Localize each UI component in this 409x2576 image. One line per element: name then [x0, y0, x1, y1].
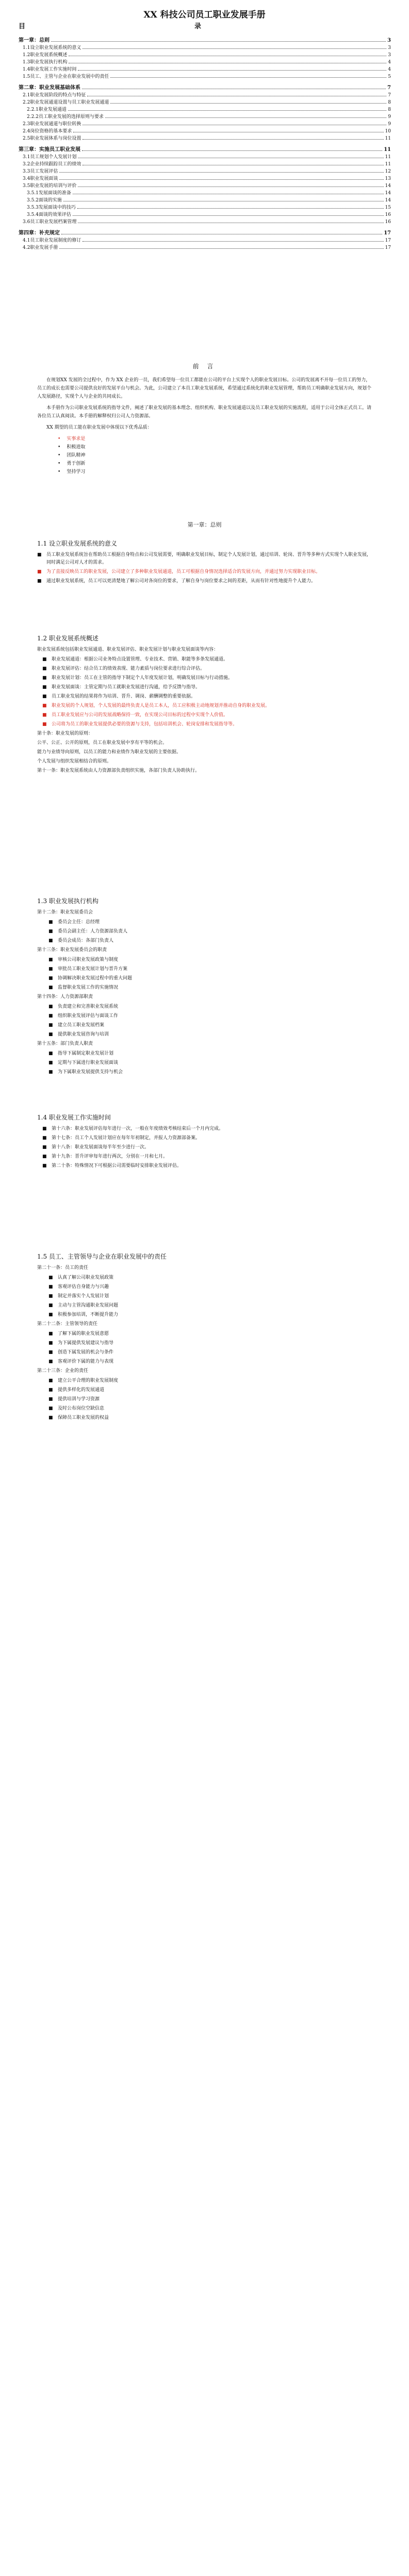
- bullet-text: 主动与主管沟通职业发展问题: [58, 1303, 119, 1308]
- toc-entry-page: 11: [384, 147, 391, 152]
- bullet-item: [37, 1274, 372, 1282]
- toc-entry-page: 16: [385, 212, 391, 217]
- bullet-text: 协调解决职业发展过程中的重大问题: [58, 976, 133, 981]
- clause-text: 能力与业绩导向原则，以员工的能力和业绩作为职业发展的主要依据。: [37, 750, 182, 755]
- toc-entry-title: 第三章：实施员工职业发展: [19, 147, 80, 152]
- bullet-item: [37, 1358, 372, 1366]
- toc-entry-title: 4.2职业发展手册: [23, 245, 58, 250]
- toc-entry-title: 2.4岗位资格的基本要求: [23, 129, 72, 134]
- bullet-item: [37, 1396, 372, 1403]
- bullet-text: 积极参加培训，不断提升能力: [58, 1312, 119, 1317]
- bullet-marker: ■: [48, 1275, 53, 1280]
- toc-entry-title: 2.2.2员工职业发展的选择原则与要求: [27, 114, 104, 120]
- bullet-text: 建立员工职业发展档案: [58, 1023, 105, 1028]
- toc-entry[interactable]: [19, 141, 391, 152]
- bullet-marker: ■: [37, 579, 42, 584]
- toc-leader: [78, 70, 386, 71]
- bullet-item: [37, 1153, 372, 1161]
- trait-item: • 实事求是: [58, 435, 372, 443]
- bullet-marker: ■: [48, 976, 53, 981]
- section-body: [37, 646, 372, 776]
- bullet-marker: ■: [48, 1359, 53, 1364]
- bullet-item: [37, 1405, 372, 1413]
- toc-leader: [83, 241, 383, 242]
- clause-text: 公平、公正、公开的原则，员工在职业发展中享有平等的机会。: [37, 740, 168, 745]
- section-title: 1.4 职业发展工作实施时间: [37, 1114, 111, 1121]
- bullet-marker: ■: [48, 957, 53, 962]
- section-body: [37, 1264, 372, 1423]
- toc-entry[interactable]: [19, 236, 391, 243]
- toc-entry[interactable]: [19, 91, 391, 98]
- toc-entry-title: 3.5.4面谈的效果评估: [27, 212, 71, 217]
- toc-entry-title: 2.2.1职业发展通道: [27, 107, 67, 112]
- toc-leader: [77, 208, 384, 209]
- bullet-marker: ■: [37, 552, 42, 557]
- toc-entry-page: 9: [388, 114, 391, 120]
- toc-entry-page: 17: [385, 238, 391, 243]
- toc-entry-title: 第二章：职业发展基础体系: [19, 85, 80, 91]
- toc-entry-page: 16: [385, 219, 391, 225]
- bullet-text: 公司将为员工的职业发展提供必要的资源与支持，包括培训机会、轮岗安排和发展指导等。: [52, 722, 238, 727]
- bullet-marker: ■: [48, 1004, 53, 1009]
- toc-entry-page: 3: [388, 53, 391, 58]
- bullet-marker: ■: [42, 685, 47, 690]
- toc-entry-title: 3.1员工规划个人发展计划: [23, 155, 77, 160]
- bullet-item: [37, 1377, 372, 1385]
- toc-entry[interactable]: [19, 112, 391, 120]
- bullet-item: [37, 965, 372, 973]
- chapter-title: 第一章：总则: [187, 521, 222, 528]
- toc-entry-page: 11: [385, 162, 391, 167]
- toc-entry-title: 3.5.1发展面谈的准备: [27, 191, 71, 196]
- toc-entry-title: 1.3职业发展执行机构: [23, 60, 68, 65]
- toc-entry-title: 3.6员工职业发展档案管理: [23, 219, 77, 225]
- toc-entry-title: 2.5职业发展体系与岗位设置: [23, 136, 81, 141]
- bullet-marker: ■: [48, 1303, 53, 1308]
- toc-entry-page: 8: [388, 107, 391, 112]
- bullet-marker: ■: [42, 1163, 47, 1168]
- toc-entry[interactable]: [19, 189, 391, 196]
- section-title: 1.2 职业发展系统概述: [37, 635, 99, 642]
- toc-entry[interactable]: [19, 152, 391, 160]
- toc-entry-title: 1.1设立职业发展系统的意义: [23, 45, 81, 50]
- bullet-marker: ■: [48, 1331, 53, 1336]
- toc-entry-page: 17: [385, 245, 391, 250]
- toc-entry[interactable]: [19, 210, 391, 217]
- toc-entry[interactable]: [19, 32, 391, 43]
- bullet-text: 职业发展的个人规划，个人发展的最终负责人是员工本人，员工应积极主动地规划并推动自身的职业发展。: [52, 703, 270, 708]
- toc-entry-title: 1.4职业发展工作实施时间: [23, 67, 77, 72]
- toc-entry-page: 5: [388, 74, 391, 79]
- toc-entry-page: 4: [388, 67, 391, 72]
- bullet-text: 委员会主任：总经理: [58, 920, 100, 925]
- bullet-text: 第十六条：职业发展评估每年进行一次，一般在年度绩效考核结束后一个月内完成。: [52, 1126, 224, 1131]
- toc-entry[interactable]: [19, 167, 391, 174]
- bullet-text: 员工职业发展系统旨在帮助员工根据自身特点和公司发展需要，明确职业发展目标，制定个人发展计划，通过培训、轮岗、晋升等多种方式实现个人职业发展，同时满足公司对人才的需求。: [46, 552, 372, 565]
- bullet-text: 员工职业发展应与公司的发展战略保持一致，在实现公司目标的过程中实现个人价值。: [52, 713, 228, 718]
- toc-entry-page: 15: [385, 205, 391, 210]
- toc-entry-page: 8: [388, 100, 391, 105]
- clause-heading: 第十五条：部门负责人职责: [37, 1041, 93, 1046]
- bullet-marker: ■: [42, 1136, 47, 1141]
- toc-entry-page: 14: [385, 191, 391, 196]
- bullet-item: [37, 711, 372, 719]
- bullet-item: [37, 693, 372, 701]
- toc-entry-title: 2.2职业发展通道设置与员工职业发展通道: [23, 100, 109, 105]
- toc-entry[interactable]: [19, 98, 391, 105]
- clause-item: [37, 758, 372, 766]
- section-body: [37, 551, 372, 587]
- bullet-text: 认真了解公司职业发展政策: [58, 1275, 114, 1280]
- clause-text: 职业发展的原则：: [56, 731, 93, 736]
- bullet-text: 了解下属的职业发展意愿: [58, 1331, 109, 1336]
- bullet-text: 职业发展通道：根据公司业务特点设置管理、专业技术、营销、职能等多条发展通道。: [52, 657, 228, 662]
- toc-entry-page: 14: [385, 198, 391, 203]
- toc-entry-page: 14: [385, 183, 391, 189]
- bullet-item: [37, 1125, 372, 1133]
- toc-entry-page: 17: [384, 230, 391, 236]
- toc-entry[interactable]: [19, 217, 391, 225]
- bullet-item: [37, 956, 372, 964]
- bullet-item: [37, 1162, 372, 1170]
- bullet-marker: ■: [48, 1284, 53, 1290]
- bullet-item: [37, 665, 372, 673]
- toc-entry[interactable]: [19, 120, 391, 127]
- bullet-marker: ■: [48, 1060, 53, 1065]
- toc-heading: [19, 21, 205, 30]
- toc-leader: [59, 179, 383, 180]
- bullet-item: [37, 702, 372, 710]
- clause-item: [37, 749, 372, 756]
- bullet-marker: ■: [37, 569, 42, 574]
- bullet-text: 建立公平合理的职业发展制度: [58, 1378, 119, 1383]
- toc-entry[interactable]: [19, 196, 391, 203]
- bullet-text: 第二十条：特殊情况下可根据公司需要临时安排职业发展评估。: [52, 1163, 182, 1168]
- bullet-marker: ■: [48, 1378, 53, 1383]
- trait-item: • 坚持学习: [58, 468, 372, 476]
- preface-para: 本手册作为公司职业发展系统的指导文件，阐述了职业发展的基本理念、组织机构、职业发展通道以及员工职业发展的实施流程，适用于公司全体正式员工。请各位员工认真阅读。本手册的解释权归公司人力资源部。: [37, 405, 372, 419]
- section-body: [37, 909, 372, 1078]
- clause-heading: 第十三条：职业发展委员会的职责: [37, 947, 107, 953]
- bullet-marker: ■: [48, 1312, 53, 1317]
- table-of-contents: [19, 32, 391, 250]
- toc-entry[interactable]: [19, 58, 391, 65]
- bullet-marker: ■: [48, 1070, 53, 1075]
- bullet-item: [37, 721, 372, 728]
- bullet-text: 负责建立和完善职业发展系统: [58, 1004, 119, 1009]
- toc-entry-title: 4.1员工职业发展制度的修订: [23, 238, 81, 243]
- toc-entry-title: 1.5员工、主管与企业在职业发展中的责任: [23, 74, 109, 79]
- toc-heading-right: 录: [194, 23, 206, 30]
- bullet-text: 审批员工职业发展计划与晋升方案: [58, 967, 128, 972]
- bullet-marker: ■: [48, 1387, 53, 1393]
- bullet-marker: ■: [48, 1051, 53, 1056]
- preface-para: 在规划XX 发展的全过程中，作为 XX 企业的一员，我们希望每一位员工都能在公司的平台上实现个人的职业发展目标。公司的发展离不开每一位员工的努力，员工的成长也需要公司提供良好的发展平台与机会。为此，公司建立了本员工职业发展系统，希望通过系统化的职业发展管理，帮助员工明确职业发展方向，规划个人发展路径，实现个人与企业的共同成长。: [37, 378, 372, 399]
- toc-entry[interactable]: [19, 160, 391, 167]
- bullet-text: 第十八条：职业发展面谈每半年至少进行一次。: [52, 1145, 150, 1150]
- bullet-text: 监督职业发展工作的实施情况: [58, 985, 119, 990]
- bullet-item: [37, 1330, 372, 1338]
- toc-entry[interactable]: [19, 79, 391, 91]
- clause-item: [37, 767, 372, 775]
- clause-heading: 第十二条：职业发展委员会: [37, 910, 93, 915]
- bullet-item: [37, 568, 372, 576]
- bullet-text: 第十九条：晋升评审每年进行两次，分别在一月和七月。: [52, 1154, 168, 1159]
- bullet-item: [37, 1003, 372, 1011]
- toc-entry-page: 7: [387, 85, 391, 91]
- bullet-item: [37, 1293, 372, 1300]
- bullet-marker: ■: [48, 1032, 53, 1037]
- toc-entry[interactable]: [19, 243, 391, 250]
- bullet-text: 通过职业发展系统，员工可以更清楚地了解公司对各岗位的要求，了解自身与岗位要求之间的差距，从而有针对性地提升个人能力。: [46, 579, 316, 584]
- toc-entry[interactable]: [19, 127, 391, 134]
- toc-entry[interactable]: [19, 225, 391, 236]
- bullet-text: 及时公布岗位空缺信息: [58, 1406, 105, 1411]
- toc-heading-left: 目: [19, 23, 30, 30]
- bullet-marker: ■: [48, 1013, 53, 1019]
- bullet-marker: ■: [42, 694, 47, 699]
- toc-entry-page: 4: [388, 60, 391, 65]
- bullet-item: [37, 1031, 372, 1039]
- bullet-marker: ■: [48, 920, 53, 925]
- bullet-text: 为下属提供发展建议与指导: [58, 1341, 114, 1346]
- trait-item: • 团队精神: [58, 451, 372, 460]
- clause-text: 职业发展系统由人力资源部负责组织实施，各部门负责人协助执行。: [60, 768, 200, 773]
- toc-entry[interactable]: [19, 134, 391, 141]
- trait-list: [58, 435, 372, 476]
- toc-entry-title: 3.3员工发展评估: [23, 169, 58, 174]
- bullet-marker: ■: [48, 1415, 53, 1420]
- preface-para: XX 期望的员工能在职业发展中体现以下优秀品质：: [46, 425, 152, 430]
- bullet-marker: ■: [48, 1294, 53, 1299]
- toc-entry[interactable]: [19, 105, 391, 112]
- bullet-text: 提供多样化的发展通道: [58, 1387, 105, 1393]
- toc-leader: [68, 110, 386, 111]
- toc-entry-title: 第四章：补充规定: [19, 230, 60, 236]
- bullet-item: [37, 1022, 372, 1029]
- clause-heading: 第二十二条：主管领导的责任: [37, 1321, 98, 1327]
- toc-entry[interactable]: [19, 181, 391, 189]
- toc-entry-page: 11: [385, 155, 391, 160]
- toc-entry-page: 10: [385, 129, 391, 134]
- bullet-text: 客观评估自身能力与兴趣: [58, 1284, 109, 1290]
- toc-leader: [110, 77, 386, 78]
- clause-heading: 第二十一条：员工的责任: [37, 1265, 89, 1270]
- toc-entry-page: 13: [385, 176, 391, 181]
- bullet-text: 员工职业发展的结果将作为培训、晋升、调岗、薪酬调整的重要依据。: [52, 694, 196, 699]
- toc-entry-title: 3.4职业发展面谈: [23, 176, 58, 181]
- section-intro: 职业发展系统包括职业发展通道、职业发展评估、职业发展计划与职业发展面谈等内容：: [37, 647, 219, 652]
- bullet-item: [37, 551, 372, 567]
- bullet-text: 职业发展面谈：主管定期与员工就职业发展进行沟通，给予反馈与指导。: [52, 685, 201, 690]
- toc-entry-title: 1.2职业发展系统概述: [23, 53, 68, 58]
- bullet-text: 客观评价下属的能力与表现: [58, 1359, 114, 1364]
- bullet-item: [37, 1050, 372, 1058]
- toc-leader: [110, 103, 386, 104]
- bullet-text: 职业发展评估：结合员工的绩效表现、能力素质与岗位要求进行综合评估。: [52, 666, 205, 671]
- bullet-item: [37, 1340, 372, 1347]
- bullet-marker: ■: [48, 985, 53, 990]
- toc-entry-title: 3.2企业持续跟踪员工的绩效: [23, 162, 81, 167]
- bullet-text: 定期与下属进行职业发展面谈: [58, 1060, 119, 1065]
- preface-title: 前 言: [192, 363, 217, 370]
- bullet-item: [37, 1283, 372, 1291]
- preface: [37, 376, 372, 476]
- bullet-marker: ■: [48, 1397, 53, 1402]
- toc-leader: [59, 248, 383, 249]
- section-title: 1.1 设立职业发展系统的意义: [37, 540, 117, 547]
- toc-entry-page: 9: [388, 122, 391, 127]
- bullet-item: [37, 937, 372, 945]
- bullet-item: [37, 656, 372, 664]
- bullet-item: [37, 684, 372, 691]
- toc-entry-title: 2.3职业发展通道与职位转换: [23, 122, 81, 127]
- bullet-item: [37, 1069, 372, 1076]
- bullet-item: [37, 1134, 372, 1142]
- toc-entry-title: 3.5.3发展面谈中的技巧: [27, 205, 76, 210]
- toc-entry-page: 12: [385, 169, 391, 174]
- bullet-item: [37, 578, 372, 585]
- bullet-text: 审核公司职业发展政策与制度: [58, 957, 119, 962]
- toc-leader: [105, 117, 386, 118]
- bullet-marker: ■: [48, 1023, 53, 1028]
- bullet-item: [37, 1311, 372, 1319]
- bullet-marker: ■: [48, 929, 53, 934]
- bullet-marker: ■: [42, 722, 47, 727]
- bullet-marker: ■: [48, 1350, 53, 1355]
- bullet-marker: ■: [42, 1145, 47, 1150]
- bullet-marker: ■: [48, 1406, 53, 1411]
- clause-text: 个人发展与组织发展相结合的原则。: [37, 759, 112, 764]
- bullet-text: 制定并落实个人发展计划: [58, 1294, 109, 1299]
- bullet-item: [37, 1302, 372, 1310]
- toc-entry-page: 3: [388, 45, 391, 50]
- clause-item: [37, 730, 372, 738]
- bullet-text: 第十七条：员工个人发展计划应在每年年初制定，并报人力资源部备案。: [52, 1136, 201, 1141]
- bullet-item: [37, 1059, 372, 1067]
- bullet-marker: ■: [48, 1341, 53, 1346]
- bullet-marker: ■: [48, 938, 53, 943]
- clause-label: 第十条：: [37, 731, 56, 736]
- bullet-text: 职业发展计划：员工在主管的指导下制定个人年度发展计划，明确发展目标与行动措施。: [52, 675, 233, 681]
- bullet-marker: ■: [42, 657, 47, 662]
- bullet-item: [37, 1414, 372, 1422]
- bullet-text: 为下属职业发展提供支持与机会: [58, 1070, 123, 1075]
- toc-entry[interactable]: [19, 174, 391, 181]
- toc-entry-title: 3.5职业发展的培训与评价: [23, 183, 77, 189]
- bullet-item: [37, 984, 372, 992]
- toc-leader: [83, 139, 383, 140]
- bullet-marker: ■: [42, 1154, 47, 1159]
- toc-entry-title: 2.1职业发展阶段的特点与特征: [23, 93, 86, 98]
- bullet-text: 委员会副主任：人力资源部负责人: [58, 929, 128, 934]
- toc-leader: [59, 172, 383, 173]
- section-title: 1.3 职业发展执行机构: [37, 897, 99, 905]
- bullet-item: [37, 674, 372, 682]
- bullet-marker: ■: [42, 666, 47, 671]
- bullet-marker: ■: [48, 967, 53, 972]
- toc-entry[interactable]: [19, 50, 391, 58]
- toc-entry-page: 7: [388, 93, 391, 98]
- section-body: [37, 1125, 372, 1172]
- document-title: XX 科技公司员工职业发展手册: [143, 10, 266, 20]
- toc-entry-title: 3.5.2面谈的实施: [27, 198, 62, 203]
- toc-entry[interactable]: [19, 43, 391, 50]
- clause-label: 第十一条：: [37, 768, 61, 773]
- bullet-item: [37, 1386, 372, 1394]
- bullet-item: [37, 1144, 372, 1151]
- clause-heading: 第十四条：人力资源部职责: [37, 994, 93, 999]
- bullet-marker: ■: [42, 1126, 47, 1131]
- toc-entry[interactable]: [19, 72, 391, 79]
- bullet-text: 提供培训与学习资源: [58, 1397, 100, 1402]
- trait-item: • 勇于创新: [58, 460, 372, 468]
- toc-leader: [73, 215, 384, 216]
- bullet-marker: ■: [42, 713, 47, 718]
- toc-leader: [51, 41, 386, 42]
- bullet-text: 创造下属发展的机会与条件: [58, 1350, 114, 1355]
- toc-entry[interactable]: [19, 203, 391, 210]
- toc-entry-page: 3: [387, 38, 391, 43]
- bullet-text: 委员会成员：各部门负责人: [58, 938, 114, 943]
- clause-item: [37, 739, 372, 747]
- bullet-text: 指导下属制定职业发展计划: [58, 1051, 114, 1056]
- bullet-item: [37, 928, 372, 936]
- bullet-item: [37, 1012, 372, 1020]
- bullet-item: [37, 975, 372, 982]
- toc-entry-title: 第一章：总则: [19, 38, 50, 43]
- bullet-text: 为了直接反映员工的职业发展，公司建立了多种职业发展通道，员工可根据自身情况选择适合的发展方向，并通过努力实现职业目标。: [46, 569, 321, 574]
- toc-entry[interactable]: [19, 65, 391, 72]
- clause-heading: 第二十三条：企业的责任: [37, 1368, 89, 1374]
- bullet-text: 保障员工职业发展的权益: [58, 1415, 109, 1420]
- section-title: 1.5 员工、主管领导与企业在职业发展中的责任: [37, 1253, 167, 1260]
- bullet-text: 组织职业发展评估与面谈工作: [58, 1013, 119, 1019]
- toc-entry-page: 11: [385, 136, 391, 141]
- bullet-text: 提供职业发展咨询与培训: [58, 1032, 109, 1037]
- bullet-item: [37, 919, 372, 926]
- trait-item: • 积极进取: [58, 443, 372, 451]
- bullet-marker: ■: [42, 675, 47, 681]
- toc-leader: [82, 150, 382, 151]
- bullet-marker: ■: [42, 703, 47, 708]
- bullet-item: [37, 1349, 372, 1357]
- toc-leader: [83, 48, 386, 49]
